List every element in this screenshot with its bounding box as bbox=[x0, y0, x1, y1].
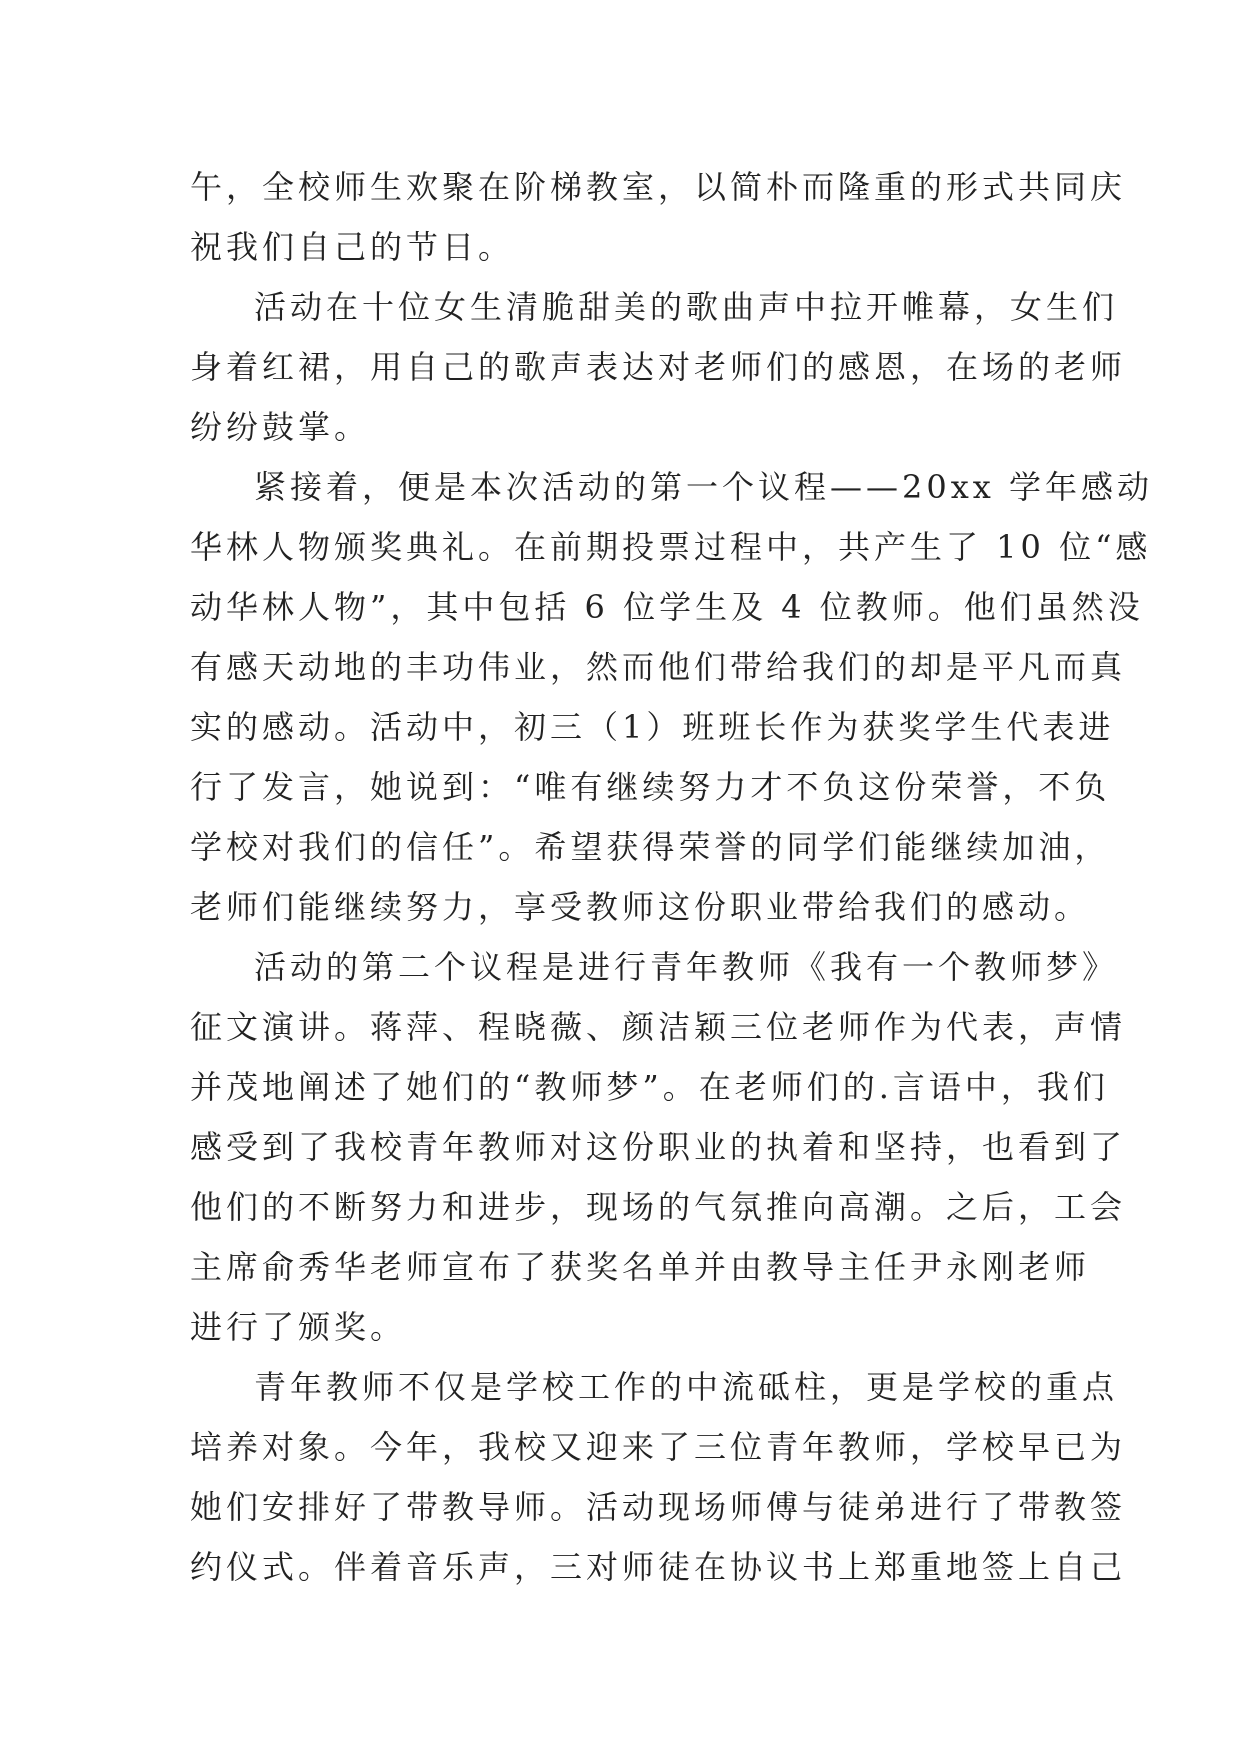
text-line: 约仪式。伴着音乐声，三对师徒在协议书上郑重地签上自己 bbox=[190, 1548, 1127, 1586]
text-line: 主席俞秀华老师宣布了获奖名单并由教导主任尹永刚老师 bbox=[190, 1248, 1091, 1286]
text-line: 有感天动地的丰功伟业，然而他们带给我们的却是平凡而真 bbox=[190, 648, 1127, 686]
text-line: 行了发言，她说到：“唯有继续努力才不负这份荣誉，不负 bbox=[190, 768, 1111, 806]
text-line: 午，全校师生欢聚在阶梯教室，以简朴而隆重的形式共同庆 bbox=[190, 168, 1127, 206]
text-line: 祝我们自己的节日。 bbox=[190, 228, 515, 266]
text-line: 学校对我们的信任”。希望获得荣誉的同学们能继续加油， bbox=[190, 828, 1111, 866]
text-line: 征文演讲。蒋萍、程晓薇、颜洁颖三位老师作为代表，声情 bbox=[190, 1008, 1127, 1046]
text-line: 华林人物颁奖典礼。在前期投票过程中，共产生了 10 位“感 bbox=[190, 528, 1152, 566]
text-line: 他们的不断努力和进步，现场的气氛推向高潮。之后，工会 bbox=[190, 1188, 1127, 1226]
paragraph bbox=[190, 277, 1127, 457]
paragraph bbox=[190, 1357, 1127, 1597]
text-line: 动华林人物”，其中包括 6 位学生及 4 位教师。他们虽然没 bbox=[190, 588, 1144, 626]
paragraph bbox=[190, 157, 1127, 277]
text-line: 她们安排好了带教导师。活动现场师傅与徒弟进行了带教签 bbox=[190, 1488, 1127, 1526]
document-body bbox=[190, 157, 1153, 1597]
text-line: 青年教师不仅是学校工作的中流砥柱，更是学校的重点 bbox=[254, 1368, 1119, 1406]
text-line: 感受到了我校青年教师对这份职业的执着和坚持，也看到了 bbox=[190, 1128, 1127, 1166]
text-line: 紧接着，便是本次活动的第一个议程——20xx 学年感动 bbox=[254, 468, 1153, 506]
paragraph bbox=[190, 457, 1153, 937]
text-line: 培养对象。今年，我校又迎来了三位青年教师，学校早已为 bbox=[190, 1428, 1127, 1466]
text-line: 老师们能继续努力，享受教师这份职业带给我们的感动。 bbox=[190, 888, 1091, 926]
text-line: 活动在十位女生清脆甜美的歌曲声中拉开帷幕，女生们 bbox=[254, 288, 1119, 326]
text-line: 纷纷鼓掌。 bbox=[190, 408, 371, 446]
text-line: 活动的第二个议程是进行青年教师《我有一个教师梦》 bbox=[254, 948, 1119, 986]
text-line: 并茂地阐述了她们的“教师梦”。在老师们的.言语中，我们 bbox=[190, 1068, 1109, 1106]
paragraph bbox=[190, 937, 1127, 1357]
text-line: 身着红裙，用自己的歌声表达对老师们的感恩，在场的老师 bbox=[190, 348, 1127, 386]
text-line: 进行了颁奖。 bbox=[190, 1308, 407, 1346]
text-line: 实的感动。活动中，初三（1）班班长作为获奖学生代表进 bbox=[190, 708, 1115, 746]
